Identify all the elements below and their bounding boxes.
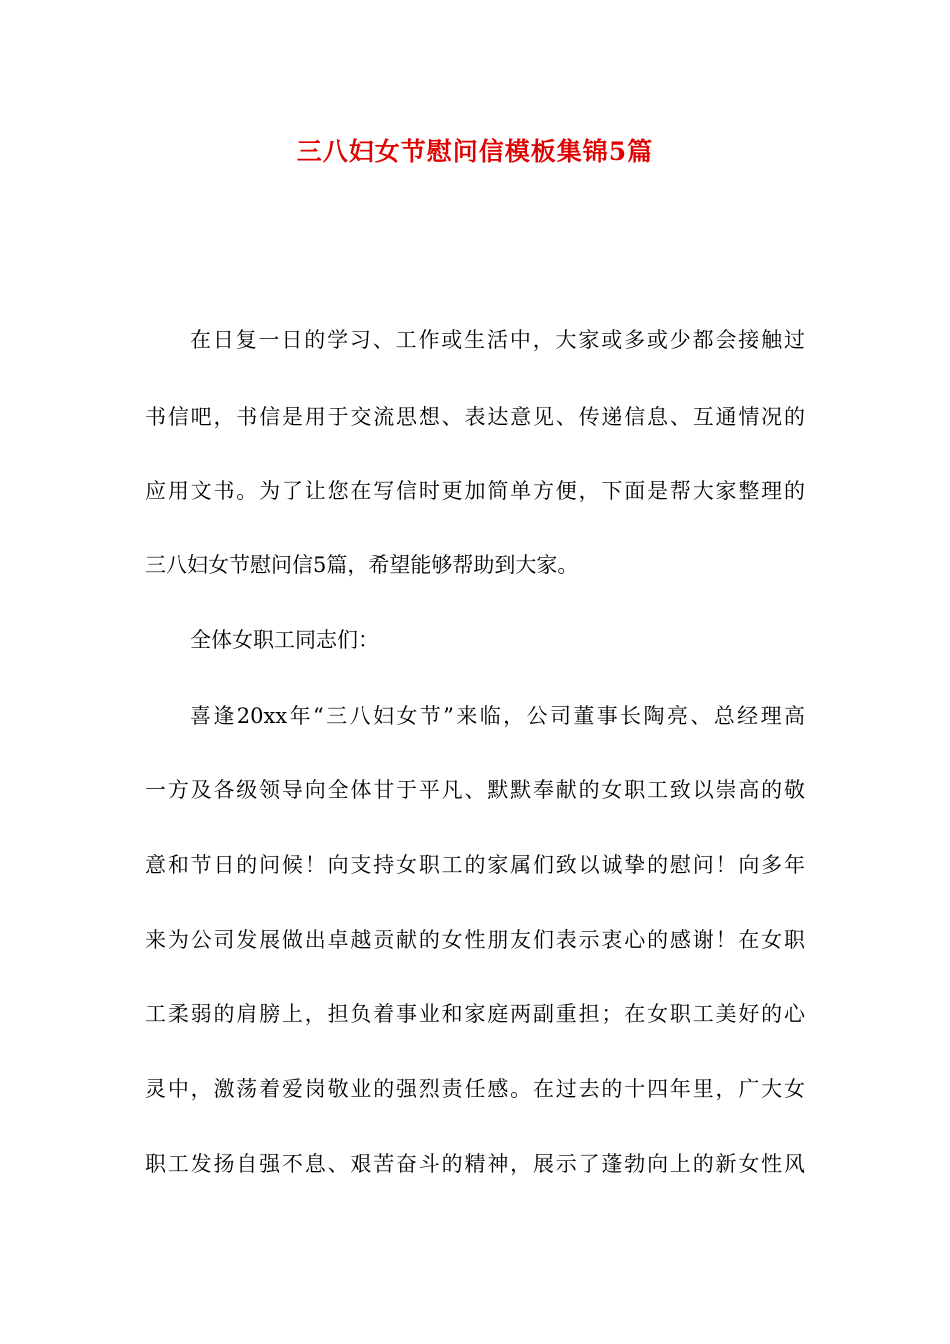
paragraph-line: 应用文书。为了让您在写信时更加简单方便，下面是帮大家整理的 [145, 479, 805, 503]
paragraph-line: 工柔弱的肩膀上，担负着事业和家庭两副重担；在女职工美好的心 [145, 1002, 805, 1026]
paragraph-line: 书信吧，书信是用于交流思想、表达意见、传递信息、互通情况的 [145, 405, 805, 429]
paragraph-line: 意和节日的问候！向支持女职工的家属们致以诚挚的慰问！向多年 [145, 853, 805, 877]
paragraph-line: 三八妇女节慰问信5篇，希望能够帮助到大家。 [145, 553, 579, 577]
paragraph-line: 一方及各级领导向全体甘于平凡、默默奉献的女职工致以崇高的敬 [145, 778, 805, 802]
paragraph-line: 灵中，激荡着爱岗敬业的强烈责任感。在过去的十四年里，广大女 [145, 1077, 805, 1101]
paragraph-line: 职工发扬自强不息、艰苦奋斗的精神，展示了蓬勃向上的新女性风 [145, 1152, 805, 1176]
paragraph-line: 在日复一日的学习、工作或生活中，大家或多或少都会接触过 [190, 328, 805, 352]
salutation-line: 全体女职工同志们： [190, 628, 379, 652]
document-title: 三八妇女节慰问信模板集锦5篇 [296, 137, 654, 166]
paragraph-line: 来为公司发展做出卓越贡献的女性朋友们表示衷心的感谢！在女职 [145, 928, 805, 952]
paragraph-line: 喜逢20xx年“三八妇女节”来临，公司董事长陶亮、总经理高 [190, 704, 805, 728]
